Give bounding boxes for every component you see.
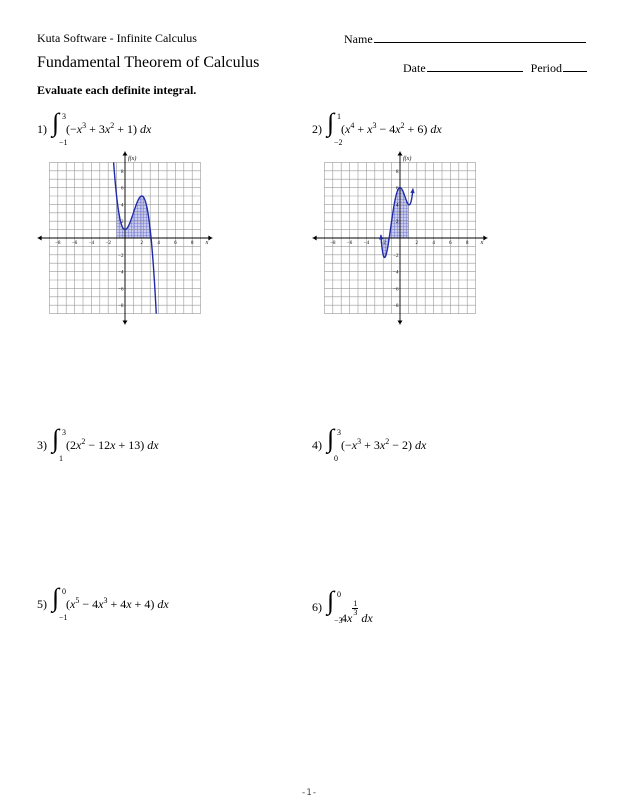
x-tick-label: 8	[465, 241, 469, 246]
date-period-field	[403, 60, 587, 76]
y-axis-arrow-top	[123, 151, 128, 155]
integral-sign: ∫	[327, 586, 335, 615]
lower-limit: −2	[334, 138, 343, 147]
date-label: Date	[403, 61, 426, 75]
integrand: 4x $\frac{1}{3}$ dx	[341, 599, 373, 625]
date-line[interactable]	[427, 60, 523, 72]
x-axis-label: x	[480, 240, 484, 246]
lower-limit: −1	[59, 138, 68, 147]
upper-limit: 3	[62, 428, 66, 437]
upper-limit: 0	[337, 590, 341, 599]
y-tick-label: −6	[393, 287, 399, 293]
x-tick-label: −2	[105, 241, 111, 246]
x-tick-label: −6	[71, 241, 78, 246]
y-tick-label: −2	[118, 253, 124, 259]
integral-sign: ∫	[52, 108, 60, 137]
x-tick-label: 4	[157, 241, 160, 246]
y-tick-label: −4	[393, 270, 399, 276]
y-tick-label: −8	[118, 304, 124, 310]
x-tick-label: 6	[174, 241, 177, 246]
y-tick-label: −4	[118, 270, 124, 276]
y-axis-arrow-bottom	[398, 321, 403, 325]
y-tick-label: 6	[121, 186, 124, 192]
y-axis-label: f(x)	[128, 155, 137, 162]
x-tick-label: 4	[432, 241, 435, 246]
problem-number: 5)	[37, 597, 47, 611]
x-tick-label: −8	[330, 241, 336, 246]
x-tick-label: 2	[140, 241, 144, 246]
problem-number: 3)	[37, 438, 47, 452]
integrand: $(-x^3 + 3x^2 + 1)$ dx	[66, 121, 152, 136]
y-tick-label: 8	[121, 169, 124, 175]
x-tick-label: −4	[363, 241, 370, 246]
y-tick-label: −2	[393, 253, 399, 259]
curve-arrow	[379, 235, 383, 240]
y-tick-label: −8	[393, 304, 399, 310]
upper-limit: 3	[337, 428, 341, 437]
y-tick-label: 8	[396, 169, 399, 175]
problem-number: 6)	[312, 600, 322, 614]
name-label: Name	[344, 32, 373, 46]
x-tick-label: 8	[190, 241, 194, 246]
lower-limit: 1	[59, 454, 63, 463]
integral-sign: ∫	[327, 108, 335, 137]
name-line[interactable]	[374, 31, 586, 43]
lower-limit: 0	[334, 454, 338, 463]
integrand: $(-x^3 + 3x^2 - 2)$ dx	[341, 437, 427, 452]
y-axis-arrow-bottom	[123, 321, 128, 325]
x-axis-arrow-right	[208, 236, 212, 241]
worksheet-title: Fundamental Theorem of Calculus	[37, 54, 260, 71]
upper-limit: 1	[337, 112, 341, 121]
y-tick-label: 2	[121, 220, 124, 226]
problem-number: 2)	[312, 122, 322, 136]
x-tick-label: −2	[380, 241, 386, 246]
graph-problem-2	[311, 150, 489, 326]
x-tick-label: −8	[55, 241, 61, 246]
period-label: Period	[530, 61, 562, 75]
problem-number: 4)	[312, 438, 322, 452]
period-line[interactable]	[563, 60, 587, 72]
y-axis-label: f(x)	[403, 155, 412, 162]
x-axis-arrow-left	[313, 236, 317, 241]
integral-sign: ∫	[52, 424, 60, 453]
y-tick-label: 4	[121, 203, 124, 209]
instructions: Evaluate each definite integral.	[37, 83, 197, 97]
upper-limit: 0	[62, 587, 66, 596]
y-tick-label: 6	[396, 186, 399, 192]
lower-limit: −3	[334, 616, 343, 625]
y-tick-label: 4	[396, 203, 399, 209]
lower-limit: −1	[59, 613, 68, 622]
integral-sign: ∫	[52, 583, 60, 612]
software-name: Kuta Software - Infinite Calculus	[37, 31, 197, 45]
y-tick-label: −6	[118, 287, 124, 293]
integral-sign: ∫	[327, 424, 335, 453]
x-tick-label: −6	[346, 241, 353, 246]
page-number: -1-	[300, 788, 318, 798]
x-axis-label: x	[205, 240, 209, 246]
x-tick-label: 6	[449, 241, 452, 246]
integrand: $(x^5 - 4x^3 + 4x + 4)$ dx	[66, 596, 169, 611]
integrand: $(2x^2 - 12x + 13)$ dx	[66, 437, 159, 452]
y-axis-arrow-top	[398, 151, 403, 155]
problem-number: 1)	[37, 122, 47, 136]
integrand: $(x^4 + x^3 - 4x^2 + 6)$ dx	[341, 121, 442, 136]
upper-limit: 3	[62, 112, 66, 121]
y-tick-label: 2	[396, 220, 399, 226]
x-axis-arrow-right	[483, 236, 487, 241]
x-tick-label: −4	[88, 241, 95, 246]
x-tick-label: 2	[415, 241, 419, 246]
graph-problem-1	[36, 150, 214, 326]
name-field	[344, 31, 586, 47]
x-axis-arrow-left	[38, 236, 42, 241]
